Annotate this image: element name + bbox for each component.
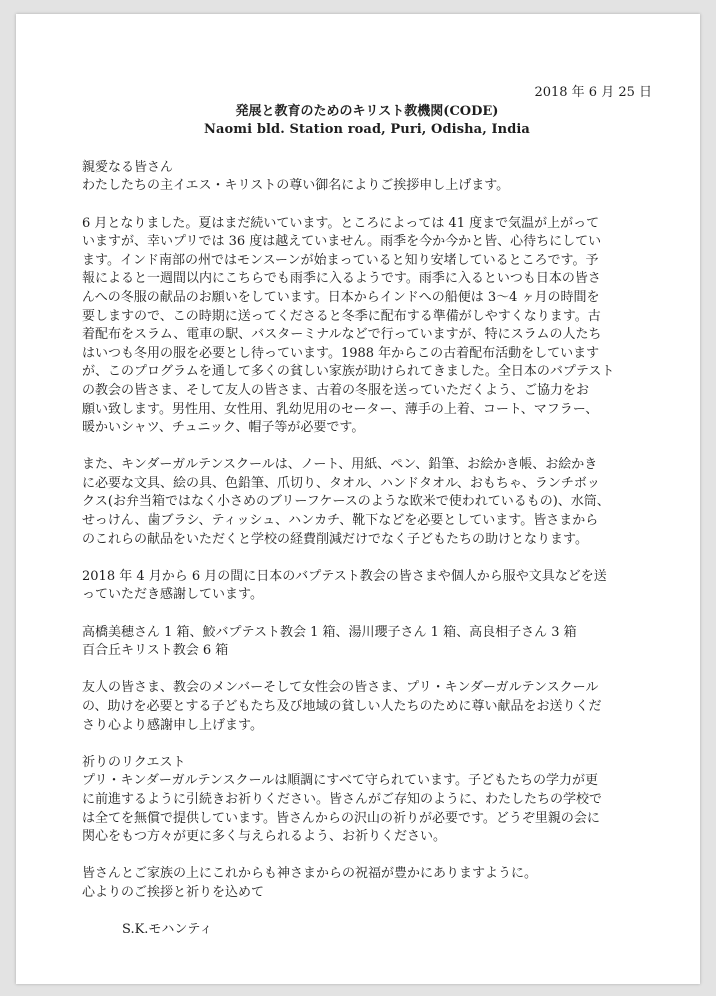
prayer-heading: 祈りのリクエスト (82, 754, 186, 770)
text-line: また、キンダーガルテンスクールは、ノート、用紙、ペン、鉛筆、お絵かき帳、お絵かき (82, 457, 598, 473)
letter-page (16, 14, 700, 984)
text-line: んへの冬服の献品のお願いをしています。日本からインドへの船便は 3〜4 ヶ月の時間を (82, 289, 600, 305)
text-line: 関心をもつ方々が更に多く与えられるよう、お祈りください。 (82, 829, 447, 845)
text-line: の教会の皆さま、そして友人の皆さま、古着の冬服を送っていただくよう、ご協力をお (82, 382, 590, 398)
letter-body (82, 84, 652, 940)
paragraph-winter-clothes (82, 215, 652, 438)
text-line: が、このプログラムを通して多くの貧しい家族が助けられてきました。全日本のバプテスト (82, 364, 615, 380)
text-line: いますが、幸いプリでは 36 度は越えていません。雨季を今か今かと皆、心待ちにしてい (82, 234, 602, 250)
text-line: 着配布をスラム、電車の駅、バスターミナルなどで行っていますが、特にスラムの人たち (82, 327, 602, 343)
text-line: さり心より感謝申し上げます。 (82, 717, 263, 733)
greeting-line: 親愛なる皆さん (82, 159, 174, 175)
signature: S.K.モハンティ (122, 922, 213, 938)
closing-line: 心よりのご挨拶と祈りを込めて (82, 884, 265, 900)
text-line: はいつも冬用の服を必要とし待っています。1988 年からこの古着配布活動をしています (82, 345, 600, 361)
text-line: ます。インド南部の州ではモンスーンが始まっていると知り安堵しているところです。予 (82, 252, 599, 268)
organization-name: 発展と教育のためのキリスト教機関(CODE) (235, 103, 499, 119)
text-line: の、助けを必要とする子どもたち及び地域の貧しい人たちのために尊い献品をお送りくだ (82, 699, 602, 714)
paragraph-thanks (82, 568, 652, 605)
text-line: のこれらの献品をいただくと学校の経費削減だけでなく子どもたちの助けとなります。 (82, 531, 588, 547)
paragraph-kindergarten-needs (82, 456, 652, 549)
text-line: は全てを無償で提供しています。皆さんからの沢山の祈りが必要です。どうぞ里親の会に (82, 810, 600, 826)
text-line: 友人の皆さま、教会のメンバーそして女性会の皆さま、プリ・キンダーガルテンスクール (82, 680, 599, 696)
text-line: 2018 年 4 月から 6 月の間に日本のバプテスト教会の皆さまや個人から服や文具などを送 (82, 568, 607, 584)
letter-date: 2018 年 6 月 25 日 (534, 85, 652, 100)
greeting-line: わたしたちの主イエス・キリストの尊い御名によりご挨拶申し上げます。 (82, 178, 510, 194)
text-line: に前進するように引続きお祈りください。皆さんがご存知のように、わたしたちの学校で (82, 791, 603, 807)
text-line: に必要な文具、絵の具、色鉛筆、爪切り、タオル、ハンドタオル、おもちゃ、ランチボッ (82, 475, 600, 491)
text-line: 要しますので、この時期に送ってくださると冬季に配布する準備がしやすくなります。古 (82, 308, 601, 324)
closing (82, 865, 652, 902)
text-line: 願い致します。男性用、女性用、乳幼児用のセーター、薄手の上着、コート、マフラー、 (82, 401, 599, 417)
text-line: 6 月となりました。夏はまだ続いています。ところによっては 41 度まで気温が上がって (82, 215, 600, 231)
closing-line: 皆さんとご家族の上にこれからも神さまからの祝福が豊かにありますように。 (82, 866, 538, 882)
text-line: 暖かいシャツ、チュニック、帽子等が必要です。 (82, 420, 365, 436)
paragraph-gratitude (82, 679, 652, 735)
prayer-request (82, 754, 652, 847)
donor-line: 百合丘キリスト教会 6 箱 (82, 643, 229, 659)
donor-list (82, 624, 652, 661)
greeting (82, 159, 652, 196)
text-line: プリ・キンダーガルテンスクールは順調にすべて守られています。子どもたちの学力が更 (82, 773, 598, 789)
text-line: せっけん、歯ブラシ、ティッシュ、ハンカチ、靴下などを必要としています。皆さまから (82, 513, 599, 529)
donor-line: 高橋美穂さん 1 箱、鮫バプテスト教会 1 箱、湯川瓔子さん 1 箱、高良相子さん 3 箱 (82, 624, 577, 640)
text-line: 報によると一週間以内にこちらでも雨季に入るようです。雨季に入るといつも日本の皆さ (82, 271, 601, 287)
organization-address: Naomi bld. Station road, Puri, Odisha, India (204, 122, 530, 138)
text-line: クス(お弁当箱ではなく小さめのブリーフケースのような欧米で使われているもの)、水筒、 (82, 494, 610, 510)
text-line: っていただき感謝しています。 (82, 587, 263, 603)
